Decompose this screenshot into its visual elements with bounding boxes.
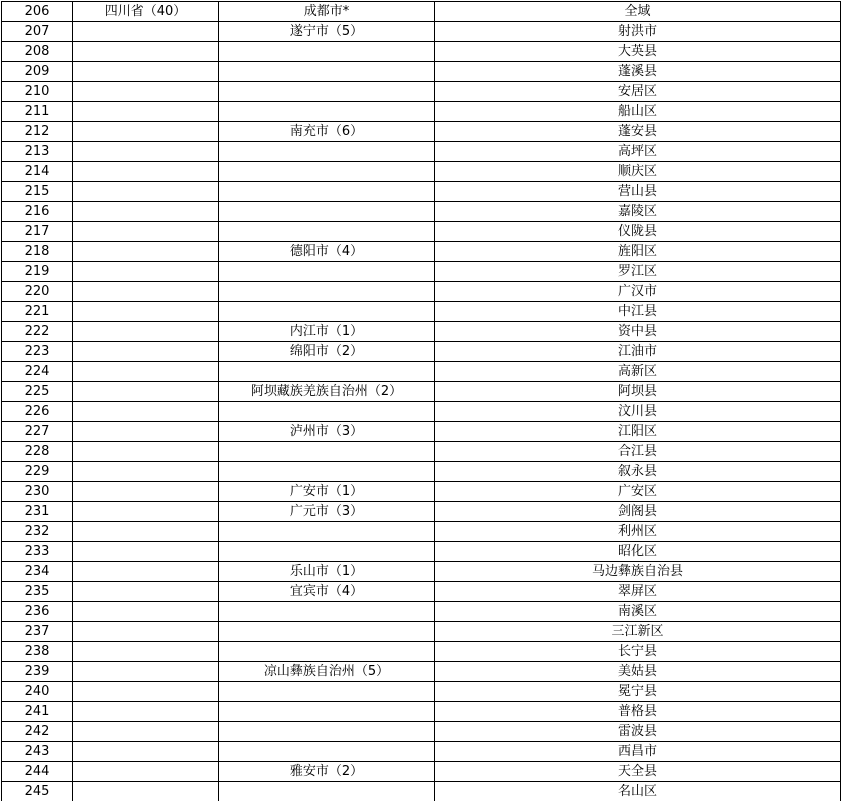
cell-index: 215 xyxy=(2,182,73,202)
cell-area: 阿坝县 xyxy=(435,382,841,402)
cell-area: 高坪区 xyxy=(435,142,841,162)
cell-area: 蓬安县 xyxy=(435,122,841,142)
table-row xyxy=(2,622,841,642)
table-row xyxy=(2,662,841,682)
cell-area: 广汉市 xyxy=(435,282,841,302)
cell-index: 240 xyxy=(2,682,73,702)
table-row xyxy=(2,582,841,602)
cell-index: 206 xyxy=(2,2,73,22)
cell-province xyxy=(73,322,219,342)
cell-index: 207 xyxy=(2,22,73,42)
cell-index: 229 xyxy=(2,462,73,482)
cell-index: 244 xyxy=(2,762,73,782)
table-row xyxy=(2,702,841,722)
cell-index: 234 xyxy=(2,562,73,582)
cell-area: 江阳区 xyxy=(435,422,841,442)
cell-city xyxy=(219,682,435,702)
table-row xyxy=(2,642,841,662)
cell-city: 南充市（6） xyxy=(219,122,435,142)
cell-area: 嘉陵区 xyxy=(435,202,841,222)
table-row xyxy=(2,142,841,162)
cell-city xyxy=(219,142,435,162)
table-row xyxy=(2,722,841,742)
table-row xyxy=(2,502,841,522)
cell-city xyxy=(219,282,435,302)
cell-city xyxy=(219,62,435,82)
cell-city: 遂宁市（5） xyxy=(219,22,435,42)
cell-index: 242 xyxy=(2,722,73,742)
cell-province xyxy=(73,742,219,762)
cell-city: 德阳市（4） xyxy=(219,242,435,262)
cell-city xyxy=(219,542,435,562)
cell-area: 翠屏区 xyxy=(435,582,841,602)
table-row xyxy=(2,342,841,362)
cell-index: 223 xyxy=(2,342,73,362)
cell-area: 射洪市 xyxy=(435,22,841,42)
cell-city: 广安市（1） xyxy=(219,482,435,502)
cell-city xyxy=(219,642,435,662)
cell-province xyxy=(73,502,219,522)
cell-city xyxy=(219,702,435,722)
cell-index: 218 xyxy=(2,242,73,262)
table-row xyxy=(2,102,841,122)
cell-province xyxy=(73,82,219,102)
table-row xyxy=(2,562,841,582)
cell-province xyxy=(73,782,219,801)
cell-index: 209 xyxy=(2,62,73,82)
table-row xyxy=(2,162,841,182)
cell-province xyxy=(73,182,219,202)
cell-index: 237 xyxy=(2,622,73,642)
table-body xyxy=(2,2,841,801)
cell-city: 雅安市（2） xyxy=(219,762,435,782)
cell-index: 221 xyxy=(2,302,73,322)
cell-index: 235 xyxy=(2,582,73,602)
cell-area: 天全县 xyxy=(435,762,841,782)
cell-province xyxy=(73,402,219,422)
table-row xyxy=(2,62,841,82)
cell-province xyxy=(73,242,219,262)
cell-city xyxy=(219,82,435,102)
cell-index: 214 xyxy=(2,162,73,182)
table-row xyxy=(2,602,841,622)
cell-index: 238 xyxy=(2,642,73,662)
cell-area: 利州区 xyxy=(435,522,841,542)
cell-index: 224 xyxy=(2,362,73,382)
region-table xyxy=(1,1,841,801)
table-row xyxy=(2,542,841,562)
cell-province xyxy=(73,282,219,302)
cell-index: 210 xyxy=(2,82,73,102)
cell-index: 212 xyxy=(2,122,73,142)
cell-area: 船山区 xyxy=(435,102,841,122)
table-row xyxy=(2,2,841,22)
cell-province xyxy=(73,762,219,782)
cell-city xyxy=(219,442,435,462)
cell-city xyxy=(219,462,435,482)
cell-province xyxy=(73,342,219,362)
table-row xyxy=(2,282,841,302)
cell-area: 雷波县 xyxy=(435,722,841,742)
table-row xyxy=(2,782,841,801)
cell-province xyxy=(73,462,219,482)
cell-index: 241 xyxy=(2,702,73,722)
table-row xyxy=(2,322,841,342)
cell-area: 大英县 xyxy=(435,42,841,62)
cell-province xyxy=(73,102,219,122)
cell-index: 226 xyxy=(2,402,73,422)
cell-index: 232 xyxy=(2,522,73,542)
cell-city xyxy=(219,522,435,542)
table-row xyxy=(2,742,841,762)
cell-area: 剑阁县 xyxy=(435,502,841,522)
cell-province xyxy=(73,222,219,242)
cell-city xyxy=(219,102,435,122)
cell-index: 239 xyxy=(2,662,73,682)
cell-area: 名山区 xyxy=(435,782,841,801)
cell-area: 江油市 xyxy=(435,342,841,362)
cell-city: 乐山市（1） xyxy=(219,562,435,582)
cell-index: 213 xyxy=(2,142,73,162)
cell-area: 仪陇县 xyxy=(435,222,841,242)
cell-city xyxy=(219,782,435,801)
cell-city xyxy=(219,402,435,422)
cell-index: 236 xyxy=(2,602,73,622)
cell-area: 资中县 xyxy=(435,322,841,342)
cell-city: 阿坝藏族羌族自治州（2） xyxy=(219,382,435,402)
cell-province xyxy=(73,442,219,462)
cell-province xyxy=(73,142,219,162)
cell-area: 高新区 xyxy=(435,362,841,382)
cell-city: 广元市（3） xyxy=(219,502,435,522)
cell-city: 泸州市（3） xyxy=(219,422,435,442)
cell-province xyxy=(73,22,219,42)
cell-area: 旌阳区 xyxy=(435,242,841,262)
cell-index: 219 xyxy=(2,262,73,282)
table-row xyxy=(2,242,841,262)
cell-province xyxy=(73,602,219,622)
cell-province xyxy=(73,482,219,502)
cell-index: 231 xyxy=(2,502,73,522)
cell-area: 马边彝族自治县 xyxy=(435,562,841,582)
table-row xyxy=(2,382,841,402)
cell-city xyxy=(219,182,435,202)
table-row xyxy=(2,422,841,442)
cell-area: 中江县 xyxy=(435,302,841,322)
cell-province xyxy=(73,542,219,562)
cell-index: 220 xyxy=(2,282,73,302)
cell-city xyxy=(219,162,435,182)
table-row xyxy=(2,262,841,282)
table-row xyxy=(2,442,841,462)
table-row xyxy=(2,202,841,222)
cell-index: 227 xyxy=(2,422,73,442)
cell-area: 广安区 xyxy=(435,482,841,502)
cell-province xyxy=(73,382,219,402)
cell-province xyxy=(73,702,219,722)
cell-province xyxy=(73,162,219,182)
cell-province xyxy=(73,422,219,442)
table-row xyxy=(2,482,841,502)
table-row xyxy=(2,22,841,42)
cell-city xyxy=(219,722,435,742)
cell-area: 汶川县 xyxy=(435,402,841,422)
cell-area: 美姑县 xyxy=(435,662,841,682)
cell-index: 211 xyxy=(2,102,73,122)
cell-city xyxy=(219,302,435,322)
table-row xyxy=(2,462,841,482)
cell-province xyxy=(73,682,219,702)
cell-city: 成都市* xyxy=(219,2,435,22)
cell-index: 245 xyxy=(2,782,73,801)
table-row xyxy=(2,302,841,322)
cell-city: 绵阳市（2） xyxy=(219,342,435,362)
table-row xyxy=(2,182,841,202)
cell-province xyxy=(73,262,219,282)
cell-area: 叙永县 xyxy=(435,462,841,482)
cell-province xyxy=(73,662,219,682)
cell-province xyxy=(73,302,219,322)
table-row xyxy=(2,682,841,702)
cell-area: 冕宁县 xyxy=(435,682,841,702)
cell-index: 243 xyxy=(2,742,73,762)
cell-province xyxy=(73,562,219,582)
cell-area: 全域 xyxy=(435,2,841,22)
cell-index: 216 xyxy=(2,202,73,222)
cell-city xyxy=(219,262,435,282)
cell-area: 营山县 xyxy=(435,182,841,202)
cell-area: 昭化区 xyxy=(435,542,841,562)
cell-province xyxy=(73,122,219,142)
cell-index: 225 xyxy=(2,382,73,402)
cell-province xyxy=(73,362,219,382)
table-row xyxy=(2,122,841,142)
cell-province xyxy=(73,622,219,642)
cell-area: 长宁县 xyxy=(435,642,841,662)
cell-city xyxy=(219,602,435,622)
cell-area: 普格县 xyxy=(435,702,841,722)
cell-province xyxy=(73,62,219,82)
cell-area: 罗江区 xyxy=(435,262,841,282)
cell-city xyxy=(219,222,435,242)
cell-city: 内江市（1） xyxy=(219,322,435,342)
table-row xyxy=(2,82,841,102)
cell-city xyxy=(219,42,435,62)
cell-index: 230 xyxy=(2,482,73,502)
table-row xyxy=(2,762,841,782)
cell-city xyxy=(219,362,435,382)
cell-area: 安居区 xyxy=(435,82,841,102)
cell-province xyxy=(73,642,219,662)
cell-city: 宜宾市（4） xyxy=(219,582,435,602)
cell-index: 208 xyxy=(2,42,73,62)
cell-area: 三江新区 xyxy=(435,622,841,642)
cell-province: 四川省（40） xyxy=(73,2,219,22)
cell-province xyxy=(73,202,219,222)
table-row xyxy=(2,362,841,382)
table-row xyxy=(2,222,841,242)
table-row xyxy=(2,522,841,542)
cell-area: 南溪区 xyxy=(435,602,841,622)
cell-city: 凉山彝族自治州（5） xyxy=(219,662,435,682)
cell-city xyxy=(219,622,435,642)
cell-index: 228 xyxy=(2,442,73,462)
table-row xyxy=(2,42,841,62)
table-row xyxy=(2,402,841,422)
cell-province xyxy=(73,582,219,602)
cell-province xyxy=(73,722,219,742)
cell-index: 217 xyxy=(2,222,73,242)
cell-index: 222 xyxy=(2,322,73,342)
cell-city xyxy=(219,202,435,222)
cell-province xyxy=(73,522,219,542)
cell-area: 西昌市 xyxy=(435,742,841,762)
cell-area: 合江县 xyxy=(435,442,841,462)
cell-index: 233 xyxy=(2,542,73,562)
cell-area: 蓬溪县 xyxy=(435,62,841,82)
cell-province xyxy=(73,42,219,62)
cell-city xyxy=(219,742,435,762)
cell-area: 顺庆区 xyxy=(435,162,841,182)
